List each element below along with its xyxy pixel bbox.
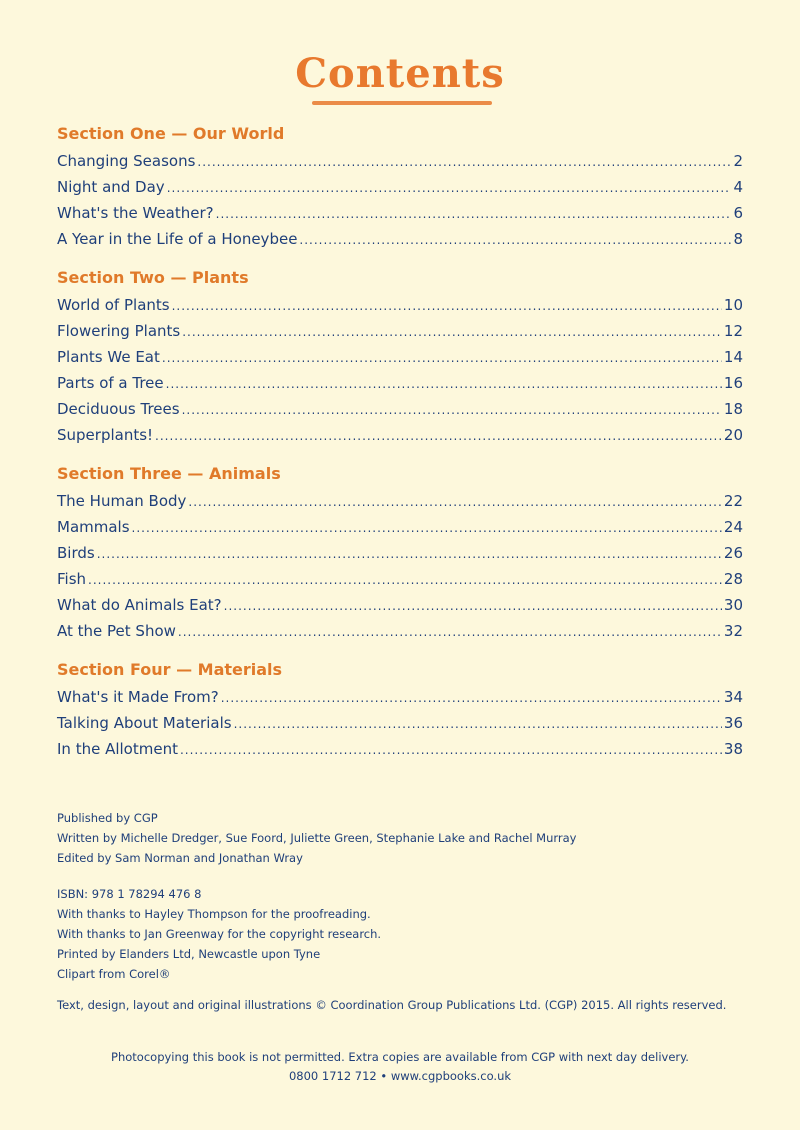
toc-entry-label: Flowering Plants: [57, 322, 181, 340]
toc-entry-label: Mammals: [57, 518, 130, 536]
section-one: [57, 122, 743, 252]
toc-entry-label: The Human Body: [57, 492, 187, 510]
toc-entry: [57, 344, 743, 370]
leader-dots: [155, 423, 722, 449]
toc-entry: [57, 592, 743, 618]
toc-entry-label: Birds: [57, 544, 95, 562]
toc-entry-label: Changing Seasons: [57, 152, 196, 170]
toc-entry-label: In the Allotment: [57, 740, 178, 758]
editors-line: Edited by Sam Norman and Jonathan Wray: [57, 851, 303, 865]
toc-entry-label: What do Animals Eat?: [57, 596, 222, 614]
toc-entry: [57, 618, 743, 644]
toc-entry: [57, 174, 743, 200]
toc-entry: [57, 422, 743, 448]
leader-dots: [178, 619, 722, 645]
toc-entry: [57, 684, 743, 710]
footer: [0, 1048, 800, 1086]
title-underline: [312, 101, 492, 105]
clipart-line: Clipart from Corel®: [57, 967, 171, 981]
toc-entry-page: 18: [723, 400, 743, 418]
leader-dots: [97, 541, 722, 567]
section-two: [57, 266, 743, 448]
toc-entry-label: A Year in the Life of a Honeybee: [57, 230, 298, 248]
leader-dots: [132, 515, 722, 541]
isbn-line: ISBN: 978 1 78294 476 8: [57, 887, 202, 901]
toc-entry: [57, 736, 743, 762]
leader-dots: [224, 593, 722, 619]
toc-entry-page: 12: [723, 322, 743, 340]
section-title: Section Two — Plants: [57, 268, 249, 287]
toc-entry: [57, 318, 743, 344]
toc-entry: [57, 370, 743, 396]
toc-entry: [57, 710, 743, 736]
leader-dots: [221, 685, 722, 711]
toc-entry-page: 4: [733, 178, 743, 196]
leader-dots: [188, 489, 722, 515]
printer-line: Printed by Elanders Ltd, Newcastle upon Tyne: [57, 947, 321, 961]
footer-notice: Photocopying this book is not permitted. Extra copies are available from CGP with next day delivery.: [111, 1050, 689, 1064]
section-three: [57, 462, 743, 644]
toc-entry-page: 10: [723, 296, 743, 314]
toc-entry-label: Night and Day: [57, 178, 165, 196]
publisher-line: Published by CGP: [57, 811, 158, 825]
toc-entry: [57, 292, 743, 318]
toc-entry-page: 14: [723, 348, 743, 366]
copyright-notice: Text, design, layout and original illustrations © Coordination Group Publications Ltd. (CGP) 2015. All rights reserved.: [57, 998, 727, 1012]
toc-entry: [57, 200, 743, 226]
leader-dots: [182, 397, 722, 423]
toc-entry-page: 6: [733, 204, 743, 222]
page-title: Contents: [295, 50, 505, 97]
proofreading-line: With thanks to Hayley Thompson for the proofreading.: [57, 907, 371, 921]
toc-entry-page: 22: [723, 492, 743, 510]
toc-entry-label: Deciduous Trees: [57, 400, 180, 418]
toc-entry: [57, 540, 743, 566]
authors-line: Written by Michelle Dredger, Sue Foord, Juliette Green, Stephanie Lake and Rachel Murray: [57, 831, 577, 845]
contents-list: [57, 122, 743, 776]
leader-dots: [197, 149, 731, 175]
toc-entry-page: 34: [723, 688, 743, 706]
copyright-research-line: With thanks to Jan Greenway for the copyright research.: [57, 927, 382, 941]
toc-entry-page: 36: [723, 714, 743, 732]
toc-entry-label: Parts of a Tree: [57, 374, 164, 392]
toc-entry: [57, 226, 743, 252]
toc-entry: [57, 148, 743, 174]
toc-entry-page: 20: [723, 426, 743, 444]
leader-dots: [167, 175, 732, 201]
leader-dots: [234, 711, 722, 737]
toc-entry-label: Superplants!: [57, 426, 154, 444]
toc-entry-label: What's the Weather?: [57, 204, 214, 222]
leader-dots: [88, 567, 722, 593]
toc-entry-label: Plants We Eat: [57, 348, 160, 366]
toc-entry: [57, 488, 743, 514]
toc-entry: [57, 396, 743, 422]
section-title: Section One — Our World: [57, 124, 285, 143]
credits: [57, 808, 747, 984]
toc-entry-page: 26: [723, 544, 743, 562]
leader-dots: [299, 227, 731, 253]
leader-dots: [162, 345, 722, 371]
toc-entry-label: What's it Made From?: [57, 688, 219, 706]
toc-entry-page: 32: [723, 622, 743, 640]
toc-entry: [57, 514, 743, 540]
toc-entry-label: At the Pet Show: [57, 622, 176, 640]
toc-entry-page: 16: [723, 374, 743, 392]
toc-entry-label: Talking About Materials: [57, 714, 232, 732]
toc-entry: [57, 566, 743, 592]
toc-entry-page: 28: [723, 570, 743, 588]
leader-dots: [172, 293, 722, 319]
section-title: Section Four — Materials: [57, 660, 283, 679]
leader-dots: [216, 201, 732, 227]
leader-dots: [182, 319, 722, 345]
toc-entry-label: Fish: [57, 570, 87, 588]
toc-entry-page: 8: [733, 230, 743, 248]
toc-entry-label: World of Plants: [57, 296, 170, 314]
toc-entry-page: 24: [723, 518, 743, 536]
toc-entry-page: 30: [723, 596, 743, 614]
section-title: Section Three — Animals: [57, 464, 281, 483]
toc-entry-page: 2: [733, 152, 743, 170]
section-four: [57, 658, 743, 762]
toc-entry-page: 38: [723, 740, 743, 758]
leader-dots: [180, 737, 722, 763]
footer-contact: 0800 1712 712 • www.cgpbooks.co.uk: [288, 1069, 512, 1083]
leader-dots: [166, 371, 722, 397]
